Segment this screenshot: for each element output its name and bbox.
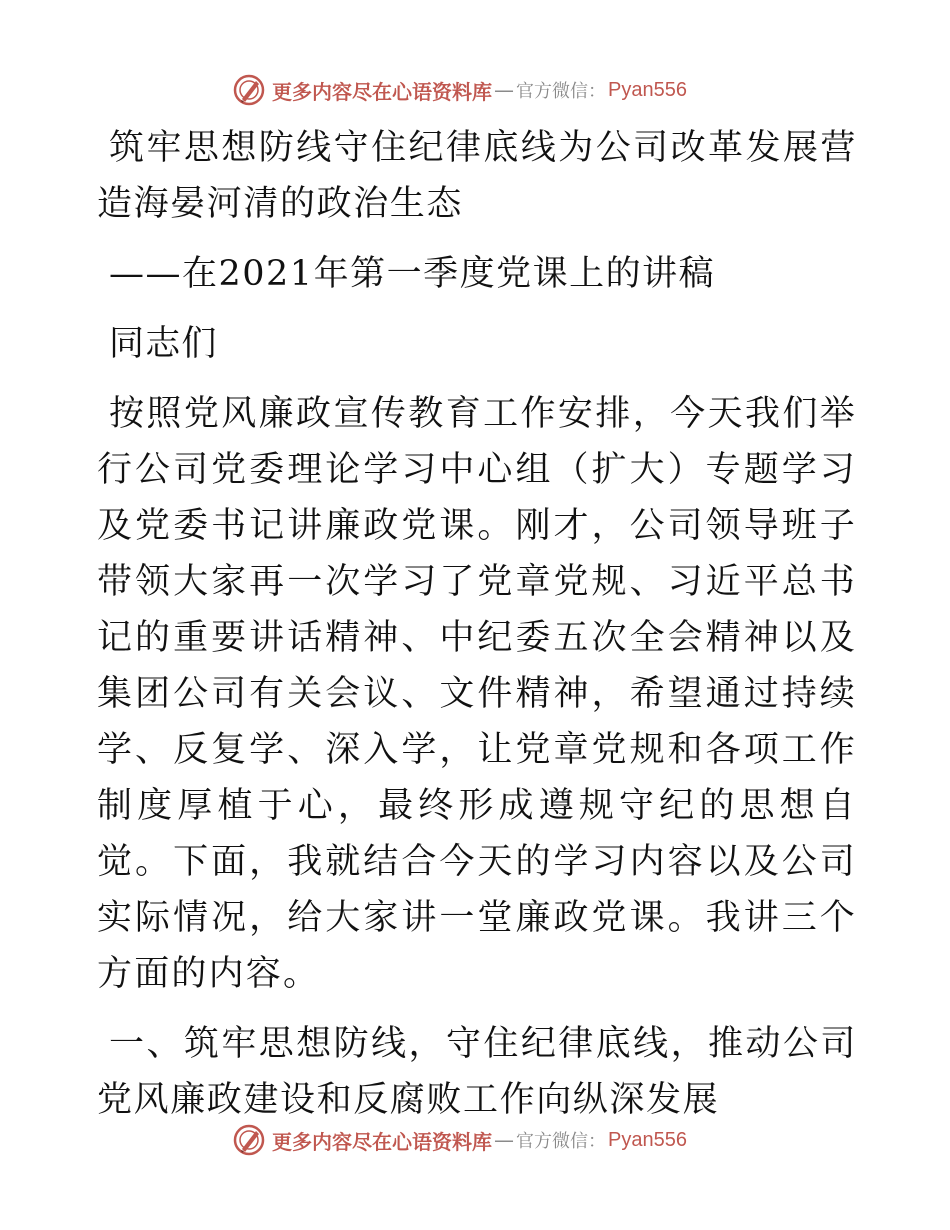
watermark-banner-top — [232, 70, 687, 110]
watermark-official-label: 官方微信： — [516, 81, 606, 102]
paragraph: 按照党风廉政宣传教育工作安排，今天我们举行公司党委理论学习中心组（扩大）专题学习及党委书记讲廉政党课。刚才，公司领导班子带领大家再一次学习了党章党规、习近平总书记的重要讲话精神、中纪委五次全会精神以及集团公司有关会议、文件精神，希望通过持续学、反复学、深入学，让党章党规和各项工作制度厚植于心，最终形成遵规守纪的思想自觉。下面，我就结合今天的学习内容以及公司实际情况，给大家讲一堂廉政党课。我讲三个方面的内容。 — [97, 394, 857, 994]
document-subtitle: ——在2021年第一季度党课上的讲稿 — [109, 254, 716, 294]
document-body — [97, 120, 857, 1128]
greeting: 同志们 — [109, 324, 218, 364]
watermark-main-text: 更多内容尽在心语资料库 — [272, 1129, 492, 1154]
document-title: 筑牢思想防线守住纪律底线为公司改革发展营造海晏河清的政治生态 — [97, 128, 857, 224]
watermark-separator: — — [494, 1128, 514, 1152]
watermark-wechat-id: Pyan556 — [608, 1128, 687, 1151]
watermark-official-label: 官方微信： — [516, 1131, 606, 1152]
watermark-separator: — — [494, 78, 514, 102]
section-heading: 一、筑牢思想防线，守住纪律底线，推动公司党风廉政建设和反腐败工作向纵深发展 — [97, 1024, 857, 1120]
pen-logo-icon — [232, 73, 266, 107]
watermark-wechat-id: Pyan556 — [608, 78, 687, 101]
watermark-main-text: 更多内容尽在心语资料库 — [272, 79, 492, 104]
pen-logo-icon — [232, 1123, 266, 1157]
watermark-banner-bottom — [232, 1120, 687, 1160]
